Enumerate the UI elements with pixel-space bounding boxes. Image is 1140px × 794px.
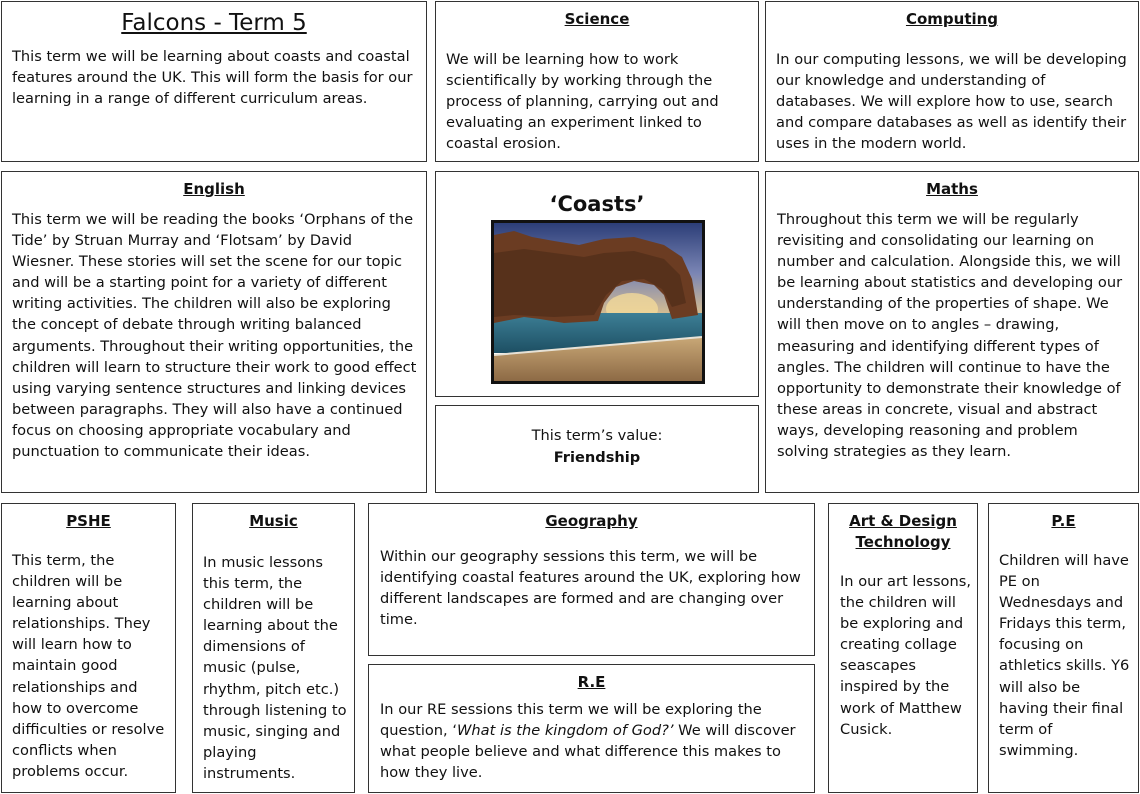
science-panel [435,1,759,162]
geography-text: Within our geography sessions this term, we will be identifying coastal features around the UK, exploring how different landscapes are formed and are changing over time. [380,548,801,629]
pe-text: Children will have PE on Wednesdays and Fridays this term, focusing on athletics skills. Y6 will also be having their final term of swimming. [999,552,1130,759]
arch-illustration [494,223,702,381]
art-heading-line2: Technology [855,533,951,551]
maths-text: Throughout this term we will be regularly revisiting and consolidating our learning on number and calculation. Alongside this, we will be learning about statistics and developing our understanding of the properties of shape. We will then move on to angles – drawing, measuring and identifying different types of angles. The children will continue to have the opportunity to demonstrate their knowledge of these areas in concrete, visual and abstract ways, developing reasoning and problem solving strategies as they learn. [777,211,1123,461]
science-heading: Science [564,10,630,28]
re-panel [368,664,815,793]
pe-panel [988,503,1139,793]
english-text: This term we will be reading the books ‘Orphans of the Tide’ by Struan Murray and ‘Flotsam’ by David Wiesner. These stories will set the scene for our topic and will be a starting point for a variety of different writing activities. The children will also be exploring the concept of debate through writing balanced arguments. Throughout their writing opportunities, the children will learn to structure their work to good effect using varying sentence structures and linking devices between paragraphs. They will also have a continued focus on choosing appropriate vocabulary and punctuation to communicate their ideas. [12,211,417,461]
computing-panel [765,1,1139,162]
maths-panel [765,171,1139,493]
topic-panel [435,171,759,397]
computing-text: In our computing lessons, we will be developing our knowledge and understanding of databases. We will explore how to use, search and compare databases as well as identify their uses in the modern world. [776,51,1127,153]
re-text-end: We will discover what people believe and what difference this makes to how they live. [380,722,796,782]
re-heading: R.E [577,673,606,691]
art-heading-line1: Art & Design [849,512,957,530]
geography-heading: Geography [545,512,638,530]
intro-panel [1,1,427,162]
music-text: In music lessons this term, the children will be learning about the dimensions of music (pulse, rhythm, pitch etc.) through listening to music, singing and playing instruments. [203,554,347,782]
english-heading: English [183,180,245,198]
pshe-panel [1,503,176,793]
value-name: Friendship [553,449,641,466]
pshe-text: This term, the children will be learning about relationships. They will learn how to maintain good relationships and how to overcome difficulties or resolve conflicts when problems occur. [12,552,165,780]
re-text [369,693,814,783]
computing-heading: Computing [905,10,999,28]
art-panel [828,503,978,793]
geography-panel [368,503,815,656]
art-text: In our art lessons, the children will be exploring and creating collage seascapes inspired by the work of Matthew Cusick. [840,573,971,738]
intro-text: This term we will be learning about coasts and coastal features around the UK. This will form the basis for our learning in a range of different curriculum areas. [12,48,413,108]
value-panel [435,405,759,493]
english-panel [1,171,427,493]
science-text: We will be learning how to work scientifically by working through the process of planning, carrying out and evaluating an experiment linked to coastal erosion. [446,51,719,153]
re-text-start: In our RE sessions this term we will be exploring the question, ‘ [380,701,762,740]
music-heading: Music [249,512,298,530]
music-panel [192,503,355,793]
maths-heading: Maths [926,180,978,198]
value-label: This term’s value: [531,427,663,444]
re-question: What is the kingdom of God?’ [456,722,674,740]
pe-heading: P.E [1051,512,1076,530]
coastal-arch-image [491,220,705,384]
pshe-heading: PSHE [66,512,111,530]
topic-title: ‘Coasts’ [549,192,645,216]
page-title: Falcons - Term 5 [121,10,307,36]
